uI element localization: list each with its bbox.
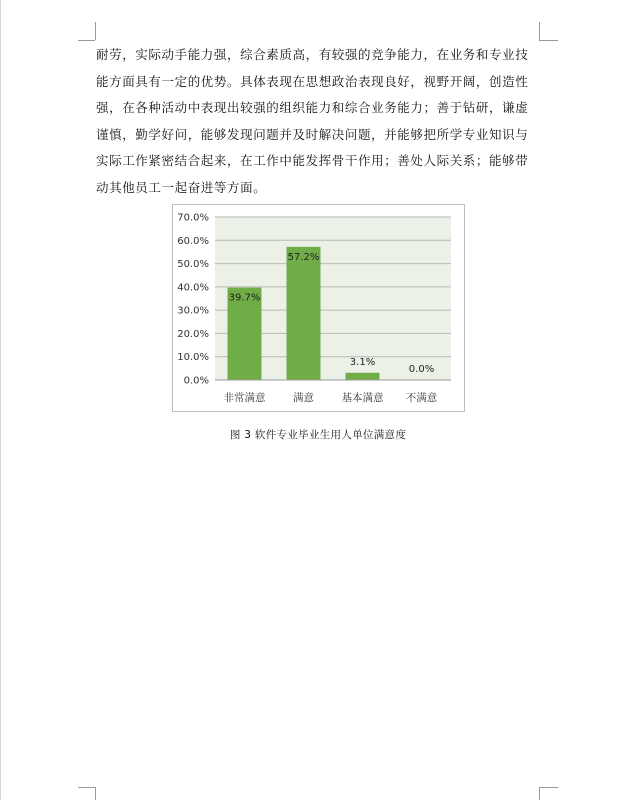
figure-caption: 图 3 软件专业毕业生用人单位满意度 xyxy=(229,429,407,441)
bar-chart xyxy=(172,204,465,412)
data-label: 39.7% xyxy=(228,292,261,304)
page-edge xyxy=(0,0,1,800)
x-category-label: 不满意 xyxy=(405,392,438,404)
x-category-label: 非常满意 xyxy=(223,392,266,404)
x-category-label: 基本满意 xyxy=(341,392,384,404)
data-label: 57.2% xyxy=(287,251,320,263)
x-category-label: 满意 xyxy=(293,392,314,404)
y-tick-label: 60.0% xyxy=(177,235,209,247)
crop-mark-top-right xyxy=(539,40,558,41)
y-tick-label: 10.0% xyxy=(177,352,209,364)
crop-mark-bottom-left xyxy=(78,787,95,788)
y-tick-label: 40.0% xyxy=(177,282,209,294)
crop-mark-top-left xyxy=(95,22,96,40)
crop-mark-bottom-right xyxy=(539,787,540,800)
y-tick-label: 30.0% xyxy=(177,305,209,317)
chart-canvas xyxy=(173,205,464,411)
y-tick-label: 70.0% xyxy=(177,212,209,224)
crop-mark-bottom-left xyxy=(95,787,96,800)
crop-mark-top-left xyxy=(78,40,95,41)
crop-mark-top-right xyxy=(539,22,540,40)
crop-mark-bottom-right xyxy=(539,787,558,788)
data-label: 3.1% xyxy=(349,356,376,368)
y-tick-label: 0.0% xyxy=(183,375,209,387)
bar xyxy=(287,247,321,380)
bar xyxy=(346,373,380,380)
y-tick-label: 20.0% xyxy=(177,328,209,340)
data-label: 0.0% xyxy=(408,364,435,375)
y-tick-label: 50.0% xyxy=(177,259,209,271)
body-paragraph: 耐劳，实际动手能力强，综合素质高，有较强的竞争能力，在业务和专业技能方面具有一定的优势。具体表现在思想政治表现良好，视野开阔，创造性强，在各种活动中表现出较强的组织能力和综合业务能力；善于钻研，谦虚谨慎，勤学好问，能够发现问题并及时解决问题，并能够把所学专业知识与实际工作紧密结合起来，在工作中能发挥骨干作用；善处人际关系；能够带动其他员工一起奋进等方面。 xyxy=(96,47,529,195)
